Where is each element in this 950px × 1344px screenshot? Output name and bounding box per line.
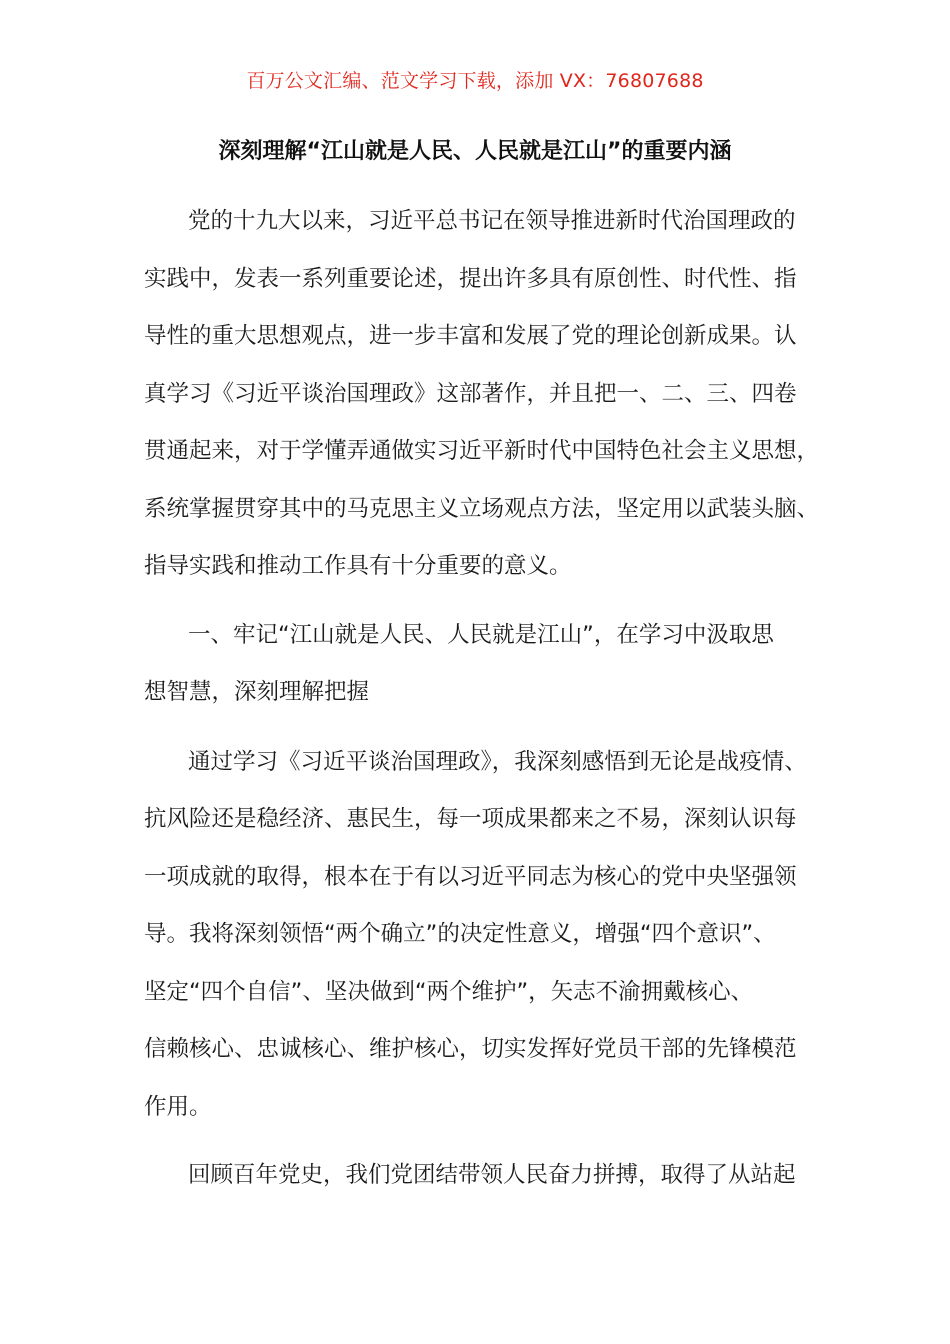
paragraph-line: 真学习《习近平谈治国理政》这部著作，并且把一、二、三、四卷 xyxy=(144,381,797,407)
paragraph-line: 导。我将深刻领悟“两个确立”的决定性意义，增强“四个意识”、 xyxy=(144,921,776,947)
paragraph-line: 贯通起来，对于学懂弄通做实习近平新时代中国特色社会主义思想， xyxy=(144,438,820,464)
document-title: 深刻理解“江山就是人民、人民就是江山”的重要内涵 xyxy=(218,139,732,164)
paragraph-line: 抗风险还是稳经济、惠民生，每一项成果都来之不易，深刻认识每 xyxy=(144,806,797,832)
section-heading-line: 想智慧，深刻理解把握 xyxy=(144,679,370,705)
paragraph-line: 回顾百年党史，我们党团结带领人民奋力拼搏，取得了从站起 xyxy=(188,1162,796,1188)
paragraph-line: 系统掌握贯穿其中的马克思主义立场观点方法，坚定用以武装头脑、 xyxy=(144,496,820,522)
paragraph-line: 通过学习《习近平谈治国理政》，我深刻感悟到无论是战疫情、 xyxy=(188,749,807,775)
paragraph-line: 实践中，发表一系列重要论述，提出许多具有原创性、时代性、指 xyxy=(144,266,797,292)
section-heading-line: 一、牢记“江山就是人民、人民就是江山”，在学习中汲取思 xyxy=(188,622,774,648)
promo-header: 百万公文汇编、范文学习下载，添加 VX：76807688 xyxy=(246,70,704,92)
paragraph-line: 信赖核心、忠诚核心、维护核心，切实发挥好党员干部的先锋模范 xyxy=(144,1036,797,1062)
paragraph-line: 导性的重大思想观点，进一步丰富和发展了党的理论创新成果。认 xyxy=(144,323,797,349)
paragraph-line: 指导实践和推动工作具有十分重要的意义。 xyxy=(144,553,572,579)
paragraph-line: 党的十九大以来，习近平总书记在领导推进新时代治国理政的 xyxy=(188,208,796,234)
paragraph-line: 坚定“四个自信”、坚决做到“两个维护”，矢志不渝拥戴核心、 xyxy=(144,979,754,1005)
paragraph-line: 一项成就的取得，根本在于有以习近平同志为核心的党中央坚强领 xyxy=(144,864,797,890)
paragraph-line: 作用。 xyxy=(144,1094,212,1120)
